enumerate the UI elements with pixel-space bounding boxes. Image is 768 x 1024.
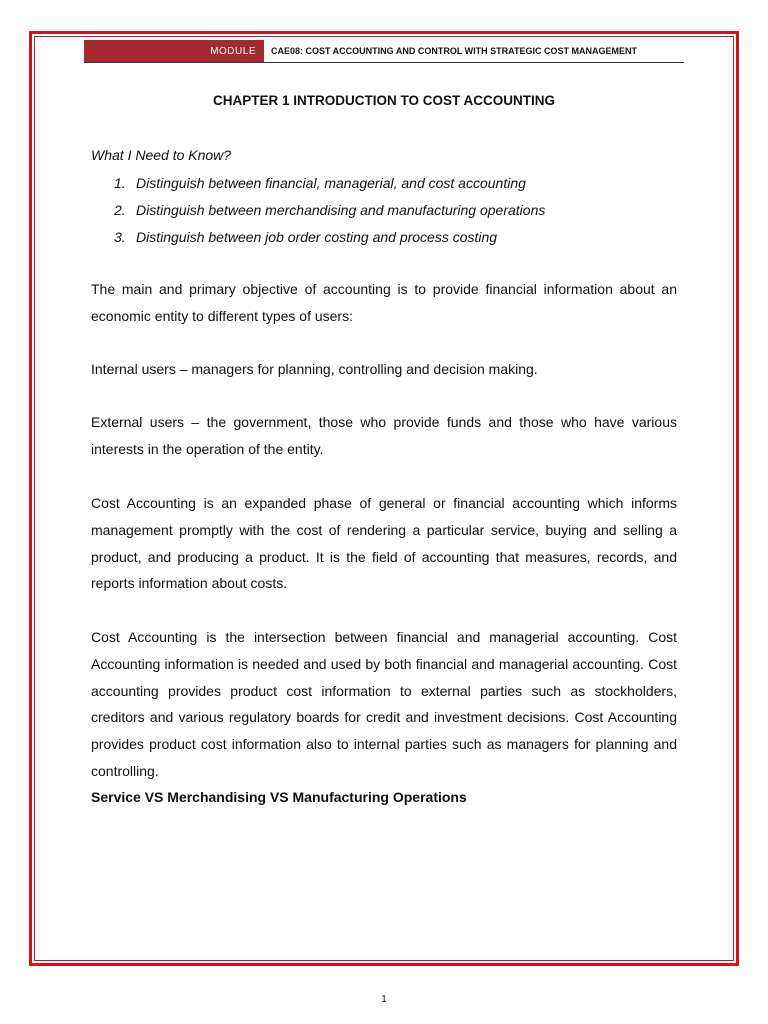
paragraph-cost-accounting-intersection: Cost Accounting is the intersection between financial and managerial accounting. Cost Accounting information is needed and used by both financial and managerial accounting. Cost accounting provides product cost information to external parties such as stockholders, creditors and various regulatory boards for credit and investment decisions. Cost Accounting provides product cost information also to internal parties such as managers for planning and controlling.	[91, 629, 677, 779]
module-label: MODULE	[84, 40, 264, 62]
paragraph-accounting-objective: The main and primary objective of accounting is to provide financial information about an economic entity to different types of users:	[91, 281, 677, 324]
course-title: CAE08: COST ACCOUNTING AND CONTROL WITH STRATEGIC COST MANAGEMENT	[271, 46, 637, 56]
page-number: 1	[381, 994, 387, 1005]
paragraph-internal-users: Internal users – managers for planning, controlling and decision making.	[91, 361, 538, 377]
paragraph-external-users: External users – the government, those who provide funds and those who have various interests in the operation of the entity.	[91, 414, 677, 457]
objective-item	[114, 201, 545, 228]
objective-number: 1.	[114, 175, 126, 191]
module-header	[84, 40, 684, 63]
learning-objectives-heading: What I Need to Know?	[91, 147, 232, 163]
paragraph-cost-accounting-definition: Cost Accounting is an expanded phase of general or financial accounting which informs management promptly with the cost of rendering a particular service, buying and selling a product, and producing a product. It is the field of accounting that measures, records, and reports information about costs.	[91, 495, 677, 592]
objective-number: 2.	[114, 202, 126, 218]
learning-objectives-list	[114, 174, 545, 255]
objective-text: Distinguish between financial, managerial, and cost accounting	[136, 175, 526, 191]
objective-item	[114, 174, 545, 201]
objective-text: Distinguish between merchandising and manufacturing operations	[136, 202, 546, 218]
objective-number: 3.	[114, 229, 126, 245]
objective-item	[114, 228, 545, 255]
objective-text: Distinguish between job order costing and process costing	[136, 229, 498, 245]
section-heading: Service VS Merchandising VS Manufacturing Operations	[91, 789, 467, 805]
chapter-title: CHAPTER 1 INTRODUCTION TO COST ACCOUNTING	[212, 93, 555, 108]
